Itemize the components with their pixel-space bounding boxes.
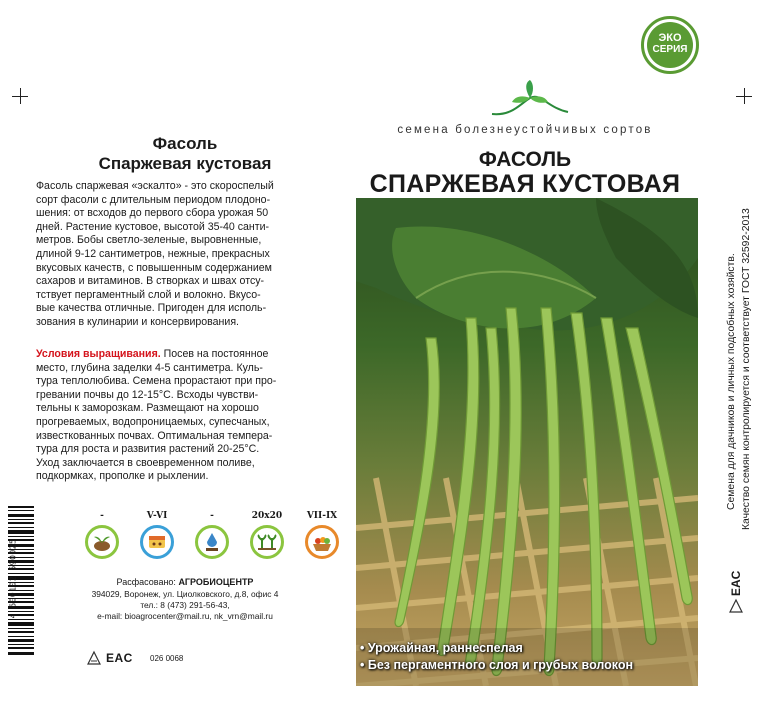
icon-label: 20x20	[251, 511, 283, 521]
product-photo	[356, 198, 698, 686]
front-title-line2: СПАРЖЕВАЯ КУСТОВАЯ	[369, 170, 681, 198]
feature-bullet: • Урожайная, раннеспелая	[360, 641, 523, 655]
side-text-line2: Качество семян контролируется и соответствует ГОСТ 32592-2013	[741, 208, 752, 530]
packer-phone: тел.: 8 (473) 291-56-43,	[140, 600, 230, 610]
conditions-line: тура теплолюбива. Семена прорастают при про-	[36, 375, 277, 388]
certification-row	[86, 650, 286, 666]
conditions-line: прогреваемых, водопроницаемых, супесчаных,	[36, 415, 270, 428]
icon-column	[137, 510, 177, 559]
front-title-line1: ФАСОЛЬ	[478, 148, 572, 171]
eco-badge-line1: ЭКО	[658, 32, 682, 44]
description-line: Фасоль спаржевая «эскалто» - это скороспелый	[36, 180, 274, 192]
packer-label: Расфасовано:	[116, 577, 179, 587]
side-eco-mark-icon	[728, 598, 744, 614]
packer-name: АГРОБИОЦЕНТР	[178, 577, 254, 587]
icon-column	[192, 510, 232, 559]
conditions-line: известкованных почвах. Оптимальная темпера-	[36, 429, 273, 442]
harvest-icon	[305, 525, 339, 559]
packer-line	[40, 577, 330, 588]
icon-column	[82, 510, 122, 559]
eco-series-badge	[641, 16, 699, 74]
icon-label: V-VI	[146, 511, 168, 521]
sprout-logo-icon	[490, 78, 570, 122]
description-line: тствует пергаментный слой и волокно. Вкусо-	[36, 288, 261, 301]
icon-label: -	[210, 511, 214, 521]
conditions-first-line	[36, 348, 332, 362]
description-line: дней. Растение кустовое, высотой 35-40 санти-	[36, 220, 270, 233]
calendar-sowing-icon	[140, 525, 174, 559]
green-beans-photo	[356, 198, 698, 686]
feature-bullets	[360, 640, 696, 674]
conditions-first-text: Посев на постоянное	[160, 348, 269, 360]
brand-slogan: семена болезнеустойчивых сортов	[397, 124, 653, 136]
conditions-heading: Условия выращивания.	[36, 348, 161, 360]
icon-column	[247, 510, 287, 559]
side-text-line1: Семена для дачников и личных подсобных хозяйств.	[726, 253, 737, 510]
cert-code: 026 0068	[150, 654, 184, 663]
eco-badge-inner	[647, 22, 693, 68]
description-line: зования в кулинарии и консервирования.	[36, 315, 239, 328]
conditions-line: подкормках, прополке и рыхлении.	[36, 470, 209, 483]
description-line: сорт фасоли с длительным периодом плодоно-	[36, 193, 271, 206]
description-line: вкусовых качеств, с повышенным содержанием	[36, 261, 272, 274]
description-line: вые качества отличные. Пригоден для исполь-	[36, 302, 267, 315]
back-title-line2: Спаржевая кустовая	[98, 154, 272, 173]
barcode-digits: 4 600102 590025	[8, 538, 18, 619]
spacing-icon	[250, 525, 284, 559]
description-line: сахаров и витаминов. В створках и швах отсу-	[36, 275, 265, 288]
package-back	[0, 0, 350, 707]
eco-badge-line2: СЕРИЯ	[652, 44, 688, 55]
conditions-line: место, глубина заделки 4-5 сантиметра. Куль-	[36, 361, 263, 374]
description-line: длиной 9-12 сантиметров, нежные, прекрасных	[36, 247, 270, 260]
packer-address: 394029, Воронеж, ул. Циолковского, д.8, офис 4	[91, 589, 279, 599]
feature-bullet: • Без пергаментного слоя и грубых волокон	[360, 658, 634, 672]
description-line: шения: от всходов до первого сбора урожая 50	[36, 207, 269, 220]
conditions-line: гревании почвы до 12-15°С. Всходы чувстви-	[36, 388, 259, 401]
eco-mark-icon	[86, 650, 102, 666]
conditions-line: Уход заключается в своевременном поливе,	[36, 456, 255, 469]
icon-label: VII-IX	[306, 511, 338, 521]
seedling-pot-icon	[85, 525, 119, 559]
cultivation-icons	[38, 510, 338, 570]
conditions-line: тура для роста и развития растений 20-25°С.	[36, 443, 260, 456]
back-title-line1: Фасоль	[152, 134, 218, 153]
eac-mark: EAC	[106, 651, 133, 665]
description-line: метров. Бобы светло-зеленые, выровненные,	[36, 234, 262, 247]
description-paragraph	[36, 180, 332, 330]
conditions-paragraph	[36, 348, 332, 484]
watering-icon	[195, 525, 229, 559]
icon-column	[302, 510, 342, 559]
conditions-line: тельны к заморозкам. Размещают на хорошо	[36, 402, 259, 415]
side-eac-mark: EAC	[729, 570, 743, 596]
packer-email: e-mail: bioagrocenter@mail.ru, nk_vrn@mail.ru	[97, 611, 273, 621]
icon-label: -	[100, 511, 104, 521]
